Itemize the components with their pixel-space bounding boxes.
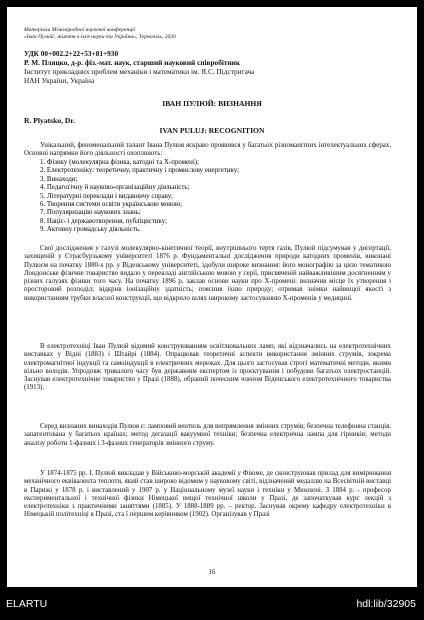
activity-list [40,159,400,235]
intro-paragraph: Унікальний, феноменальний талант Івана Пулюя яскраво проявився у багатьох різноманітних інтелектуальних сферах. Основні напрямки його діяльності охоплюють: [24,142,391,158]
institute-line2: НАН України, Україна [24,76,95,85]
institute-line1: Інститут прикладних проблем механіки і математики ім. Я.С. Підстригача [24,67,255,76]
list-item: 8. Націє- і державотворення, публіцистику; [40,217,168,225]
list-item: 1. Фізику (молекулярна фізика, катодні та Х-промені); [40,159,199,166]
title-ua: ІВАН ПУЛЮЙ: ВИЗНАННЯ [162,99,262,108]
body-paragraph: В електротехніці Іван Пулюй відомий конструюванням освітлювальних ламп, які відзначались на електротехнічних виставках у Відні (1883) і Штайрі (1884). Опрацював теоретичні аспекти використання змінних струмів, зокрема електромагнітної індукції та самоіндукції в електричних мережах. Для цього застосував строгі математичні методи, якими вільно володів. Упродовж тривалого часу був державним експертом із проєктування і побудови багатьох електростанцій. Заснував електротехнічне товариство у Празі (1888), обраний почесним членом Віденського електротехнічного товариства (1913). [24,343,391,392]
body-paragraph: Свої дослідження у галузі молекулярно-кінетичної теорії, внутрішнього тертя газів, Пулюй підсумував у дисертації, захищеній у Страсбурзькому університеті 1876 р. Фундаментальні дослідження природи катодних променів, виконані Пулюєм на початку 1880-х рр. у Віденському університеті, здобули широке визнання: його монографію за цією тематикою Лондонське фізичне товариство видало у перекладі англійською мовою у серії, присвяченій найважливішим досягненням у різних галузях фізики того часу. На початку 1896 р. заклав основи науки про Х-промені: визначив місце їх утворення і просторовий розподіл; відкрив іонізаційну здатність; пояснив їхню природу; отримав знімки найвищої якості з використанням трубки власної конструкції, що відкрило шлях широкому застосуванню Х-променів у медицині. [24,245,391,302]
document-page [7,7,417,587]
repository-name: ELARTU [6,598,48,610]
conference-header-line2: «Іван Пулюй: життя в ім'я науки та України», Тернопіль, 2020 [24,34,176,40]
list-item: 5. Літературні переклади і видавничу справу; [40,192,173,200]
list-item: 6. Творення системи освіти українською мовою; [40,201,183,208]
author-ua: Р. М. Пляцко, д-р. фіз.-мат. наук, старший науковий співробітник [24,58,241,67]
udk-code: УДК 00+002.2+22+53+81+930 [24,49,119,58]
list-item: 3. Винаходи; [40,175,78,183]
repository-footer [0,593,424,620]
body-paragraph: Серед визнаних винаходів Пулюя є: ламповий вентиль для випрямлення змінних струмів; безпечна телефонна станція, запатентована у багатьох країнах; метод дегазації вакуумної техніки; безпечна електрична лампа для гірників; методи аналізу роботи 1-фазних і 3-фазних генераторів змінного струму. [24,423,391,447]
list-item: 7. Популяризацію наукових знань; [40,209,141,217]
title-en: IVAN PULUJ: RECOGNITION [159,126,265,135]
page-number: 16 [208,569,216,576]
list-item: 4. Педагогічну й науково-організаційну діяльність; [40,184,190,192]
conference-header-line1: Матеріали Міжнародної наукової конференції [24,27,136,33]
list-item: 9. Активну громадську діяльність. [40,226,141,234]
list-item: 2. Електротехніку: теоретичну, практичну і промислову енергетику; [40,167,240,175]
handle-id: hdl:lib/32905 [356,598,416,610]
author-en: R. Plyatsko, Dr. [24,116,75,125]
body-paragraph: У 1874-1875 рр. І. Пулюй викладав у Військово-морській академії у Фіюме, де сконструював прилад для вимірювання механічного еквівалента теплоти, який став широко відомим у науковому світі, відзначений медаллю на Всесвітній виставці в Парижі у 1878 р. і виставлений у 1907 р. у Національному музеї науки і техніки у Мюнхені. З 1884 р. - професор експериментальної і технічної фізики Німецької вищої технічної школи у Празі, де започаткував курс лекцій з електротехніки з практичними заняттями (1885). У 1888-1889 рр. – ректор. Заснував окрему кафедру електротехніки в Німецькій політехніці в Празі, ста ї першим керівником (1902). Організував у Празі [24,470,391,519]
